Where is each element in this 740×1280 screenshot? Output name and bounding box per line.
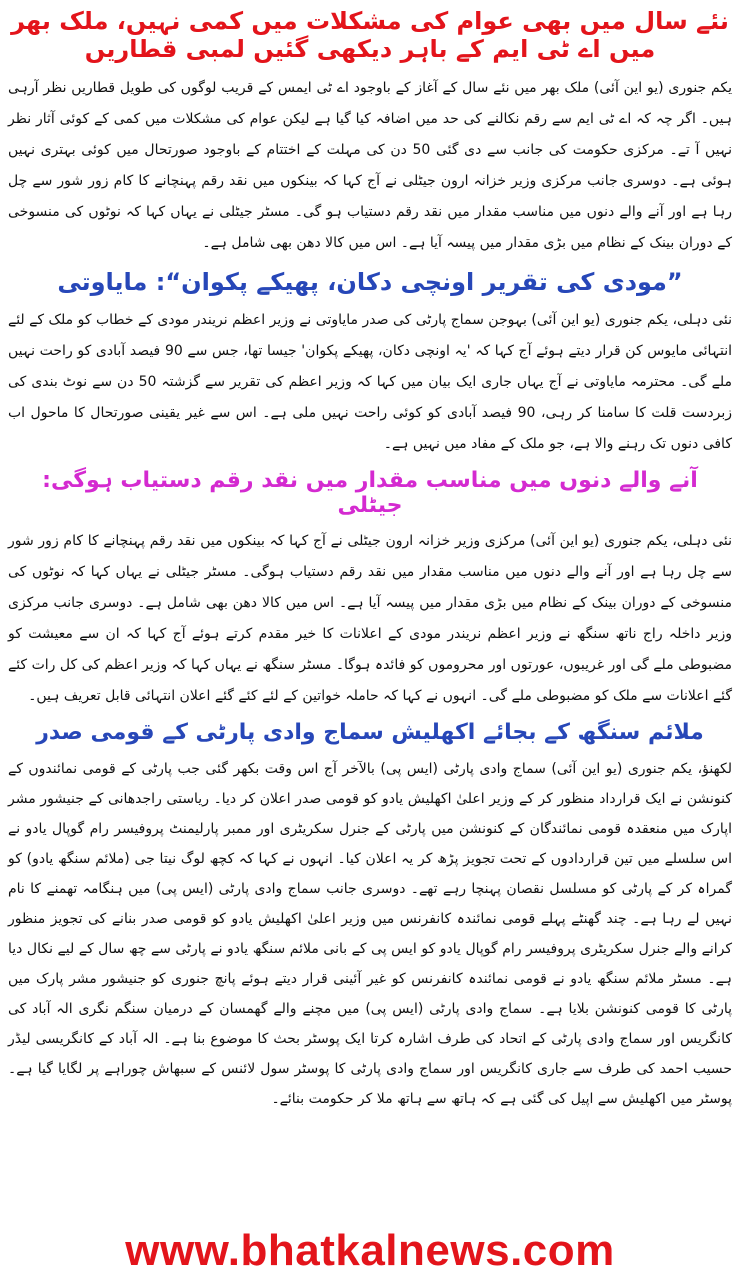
headline-jaitley: آنے والے دنوں میں مناسب مقدار میں نقد رقم دستیاب ہوگی: جیٹلی — [42, 467, 698, 519]
article-akhilesh — [6, 720, 734, 1113]
body-akhilesh: لکھنؤ، یکم جنوری (یو این آئی) سماج وادی پارٹی (ایس پی) بالآخر آج اس وقت بکھر گئی جب پارٹی کے قومی نمائندوں کے کنونشن نے ایک قرارداد منظور کر کے وزیر اعلیٰ اکھلیش یادو کو قومی صدر اعلان کر دیا۔ ریاستی راجدھانی کے جنیشور مشر اپارک میں منعقدہ قومی نمائندگان کے کنونشن میں پارٹی کے جنرل سکریٹری اور ممبر پارلیمنٹ پروفیسر رام گوپال یادو نے اس سلسلے میں تین قراردادوں کے تحت تجویز پڑھ کر یہ اعلان کیا۔ انہوں نے کہا کہ کچھ لوگ نیتا جی (ملائم سنگھ یادو) کو گمراہ کر کے پارٹی کو مسلسل نقصان پہنچا رہے تھے۔ دوسری جانب سماج وادی پارٹی (ایس پی) میں ہنگامہ تھمنے کا نام نہیں لے رہا ہے۔ چند گھنٹے پہلے قومی نمائندہ کانفرنس میں وزیر اعلیٰ اکھلیش یادو کو قومی صدر بنانے کی تجویز منظور کرانے والے جنرل سکریٹری پروفیسر رام گوپال یادو کو ایس پی کے بانی ملائم سنگھ یادو نے پارٹی سے چھ سال کے لیے نکال دیا ہے۔ مسٹر ملائم سنگھ یادو نے قومی نمائندہ کانفرنس کو غیر آئینی قرار دیتے ہوئے پانچ جنوری کو جنیشور مشر پارک میں پارٹی کا قومی کنونشن بلایا ہے۔ سماج وادی پارٹی (ایس پی) میں مچنے والے گھمسان کے درمیان سنگم نگری الہ آباد کی کانگریس اور سماج وادی پارٹی کے اتحاد کی طرف اشارہ کرتا ایک پوسٹر بحث کا موضوع بنا ہے۔ الہ آباد کے کانگریسی لیڈر حسیب احمد کی طرف سے جاری کانگریس اور سماج وادی پارٹی کا پوسٹر سول لائنس کے سبھاش چوراہے پر لگایا گیا ہے۔ پوسٹر میں اکھلیش سے اپیل کی گئی ہے کہ ہاتھ سے ہاتھ ملا کر حکومت بنائے۔ — [8, 760, 732, 1107]
headline-atm-queues: نئے سال میں بھی عوام کی مشکلات میں کمی نہیں، ملک بھر میں اے ٹی ایم کے باہر دیکھی گئیں لمبی قطاریں — [11, 7, 729, 63]
article-mayawati — [6, 269, 734, 460]
website-url[interactable]: www.bhatkalnews.com — [125, 1226, 615, 1275]
body-mayawati: نئی دہلی، یکم جنوری (یو این آئی) بہوجن سماج پارٹی کی صدر مایاوتی نے وزیر اعظم نریندر مودی کے خطاب کو ملک کے لئے انتہائی مایوس کن قرار دیتے ہوئے آج کہا کہ 'یہ اونچی دکان، پھیکے پکوان' جیسا تھا، جس سے 90 فیصد آبادی کو راحت نہیں ملے گی۔ محترمہ مایاوتی نے آج یہاں جاری ایک بیان میں کہا کہ وزیر اعظم کی تقریر سے گزشتہ 50 دن سے نوٹ بندی کی زبردست قلت کا سامنا کر رہی، 90 فیصد آبادی کو کوئی راحت نہیں ملی ہے۔ اس سے غیر یقینی صورتحال کا ماحول اب کافی دنوں تک رہنے والا ہے، جو ملک کے مفاد میں نہیں ہے۔ — [8, 311, 733, 452]
article-jaitley — [6, 468, 734, 713]
headline-akhilesh: ملائم سنگھ کے بجائے اکھلیش سماج وادی پارٹی کے قومی صدر — [36, 720, 704, 746]
body-jaitley: نئی دہلی، یکم جنوری (یو این آئی) مرکزی وزیر خزانہ ارون جیٹلی نے آج کہا کہ بینکوں میں نقد رقم پہنچانے کا کام زور شور سے چل رہا ہے اور آنے والے دنوں میں مناسب مقدار میں نقد رقم دستیاب ہوگی۔ مسٹر جیٹلی نے یہاں کہا کہ نوٹوں کی منسوخی کے دوران بینک کے نظام میں بڑی مقدار میں پیسہ آیا ہے۔ اس میں کالا دھن بھی شامل ہے۔ دوسری جانب مرکزی وزیر داخلہ راج ناتھ سنگھ نے وزیر اعظم نریندر مودی کے اعلانات کا خیر مقدم کرتے ہوئے آج کہا کہ ان سے معیشت کو مضبوطی ملے گی اور غریبوں، عورتوں اور محروموں کو فائدہ ہوگا۔ مسٹر سنگھ نے یہاں کہا کہ وزیر اعظم کی کل رات کئے گئے اعلانات سے ملک کو مضبوطی ملے گی۔ انہوں نے کہا کہ حاملہ خواتین کے لئے کئے گئے اعلان انتہائی قابل تعریف ہیں۔ — [8, 533, 732, 705]
body-atm-queues: یکم جنوری (یو این آئی) ملک بھر میں نئے سال کے آغاز کے باوجود اے ٹی ایمس کے قریب لوگوں کی طویل قطاریں نظر آرہی ہیں۔ اگر چہ کہ اے ٹی ایم سے رقم نکالنے کی حد میں اضافہ کیا گیا ہے لیکن عوام کی مشکلات میں کمی کے کوئی آثار نظر نہیں آ تے۔ مرکزی حکومت کی جانب سے دی گئی 50 دن کی مہلت کے اختتام کے باوجود صورتحال میں کوئی بہتری نہیں ہوئی ہے۔ دوسری جانب مرکزی وزیر خزانہ ارون جیٹلی نے آج کہا کہ بینکوں میں نقد رقم پہنچانے کا کام زور شور سے چل رہا ہے اور آنے والے دنوں میں مناسب مقدار میں نقد رقم دستیاب ہو گی۔ مسٹر جیٹلی نے یہاں کہا کہ نوٹوں کی منسوخی کے دوران بینک کے نظام میں بڑی مقدار میں پیسہ آیا ہے۔ اس میں کالا دھن بھی شامل ہے۔ — [8, 80, 732, 252]
article-atm-queues — [6, 8, 734, 259]
headline-mayawati: ”مودی کی تقریر اونچی دکان، پھیکے پکوان“: مایاوتی — [57, 268, 683, 297]
